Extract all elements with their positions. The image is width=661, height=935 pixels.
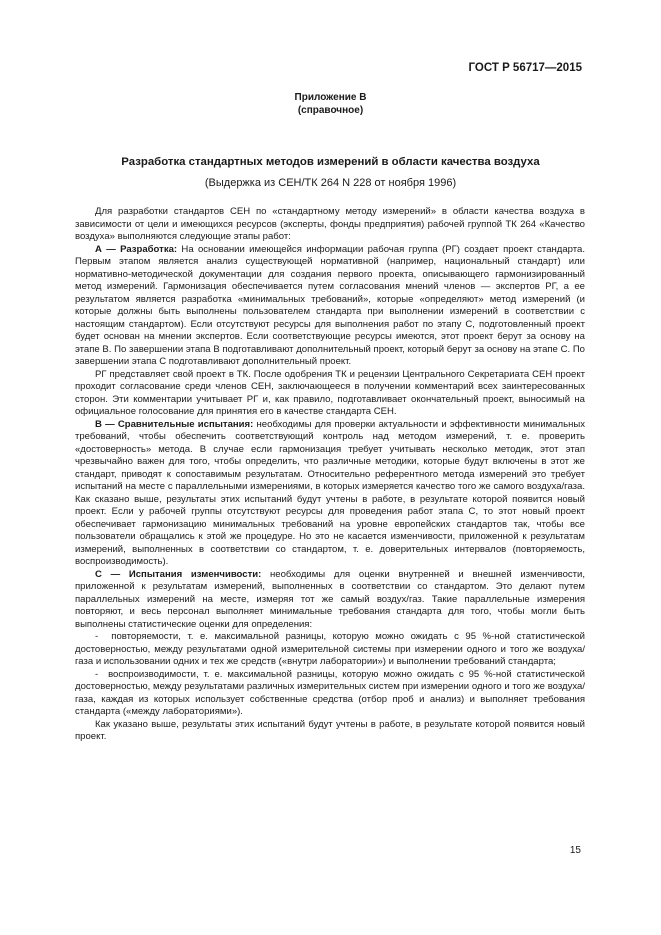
stage-c-label: С — Испытания изменчивости: [95,568,262,580]
stage-c-text: необходимы для оценки внутренней и внешней изменчивости, приложенной к результатам измерений, выполненных в соответствии со стандартом. Это делают путем параллельных измерений на месте, измеряя тот же самый воздух/газ. Такие параллельные измерения повторяют, и весь персонал выполняет минимальные требования стандарта для того, чтобы могли быть выполнены статистические оценки для определения: [75,568,586,630]
document-title: Разработка стандартных методов измерений в области качества воздуха [121,156,540,168]
list-item [75,669,585,719]
paragraph-stage-a [75,244,585,369]
document-body [75,206,585,744]
list-dash: - [95,668,99,680]
list-dash: - [95,631,99,642]
paragraph-stage-b [75,419,585,569]
paragraph-outro: Как указано выше, результаты этих испытаний будут учтены в работе, в результате которой появится новый проект. [75,718,585,742]
list-item-reproducibility: воспроизводимости, т. е. максимальной разницы, которую можно ожидать с 95 %-ной статистической достоверностью, между результатами различных измерительных систем при измерении одного и того же воздуха/газа, каждая из которых использует собственные средства (отбор проб и анализ) и выполняет требования стандарта («между лабораториями»). [75,668,585,717]
annex-type: (справочное) [297,105,364,116]
list-item [75,631,585,669]
page-number: 15 [569,845,581,856]
stage-a-text: На основании имеющейся информации рабочая группа (РГ) создает проект стандарта. Первым этапом является анализ существующей нормативной (например, национальный стандарт) или нормативно-методической документации для создания первого проекта, описывающего гармонизированный метод измерений. Гармонизация обеспечивается путем согласования мнений членов — экспертов РГ, а ее результатом является разработка «минимальных требований», которые «определяют» метод измерений (и которые должны быть выполнены пользователем стандарта при выполнении измерений в соответствии с настоящим стандартом). Если отсутствуют ресурсы для выполнения работ по этапу С, подготовленный проект будет основан на мнении экспертов. Если соответствующие ресурсы имеются, этот проект берут за основу на этапе В. По завершении этапа В подготавливают дополнительный проект, который берут за основу на этапе С. По завершении этапа С подготавливают дополнительный проект. [75,243,585,367]
stage-a-label: А — Разработка: [95,243,178,255]
paragraph-rg: РГ представляет свой проект в ТК. После одобрения ТК и рецензии Центрального Секретариата СЕН проект проходит согласование среди членов СЕН, заключающееся в получении комментарий всех заинтересованных сторон. Эти комментарии учитывает РГ и, как правило, подготавливает окончательный проект, выносимый на официальное голосование для принятия его в качестве стандарта СЕН. [75,368,585,417]
standard-code: ГОСТ Р 56717—2015 [468,62,582,74]
annex-label: Приложение В [294,92,367,103]
document-subtitle: (Выдержка из СЕН/ТК 264 N 228 от ноября 1996) [204,177,457,189]
paragraph-intro: Для разработки стандартов СЕН по «стандартному методу измерений» в области качества воздуха в зависимости от цели и имеющихся ресурсов (эксперты, фонды предприятия) рабочей группой ТК 264 «Качество воздуха» выполняются следующие этапы работ: [75,206,585,242]
stage-b-label: В — Сравнительные испытания: [95,418,254,430]
list-item-repeatability: повторяемости, т. е. максимальной разницы, которую можно ожидать с 95 %-ной статистической достоверностью, между результатами одной измерительной системы при измерении одного и того же воздуха/газа и использовании одних и тех же средств («внутри лаборатории») и выполнении требований стандарта; [75,631,585,667]
paragraph-stage-c [75,569,585,632]
stage-b-text: необходимы для проверки актуальности и эффективности минимальных требований, чтобы обеспечить соответствующий контроль над методом измерений, т. е. проверить «достоверность» метода. В случае если гармонизация требует учитывать несколько методик, этот этап чрезвычайно важен для того, чтобы определить, что различные методики, которые будут включены в этот же стандарт, приводят к сопоставимым результатам. Относительно референтного метода измерений это требует испытаний на месте с параллельными измерениями, в которых измеряется качество того же самого воздуха/газа. Как сказано выше, результаты этих испытаний будут учтены в работе, в результате которой появится новый проект. Если у рабочей группы отсутствуют ресурсы для проведения работ этапа С, то этот новый проект обеспечивает гармонизацию минимальных требований на уровне европейских стандартов так, чтобы все пользователи обращались к этой же процедуре. Но это не касается изменчивости, приложенной к результатам измерений, выполненных в соответствии со стандартом, т. е. доверительных интервалов (повторяемость, воспроизводимость). [75,418,585,567]
